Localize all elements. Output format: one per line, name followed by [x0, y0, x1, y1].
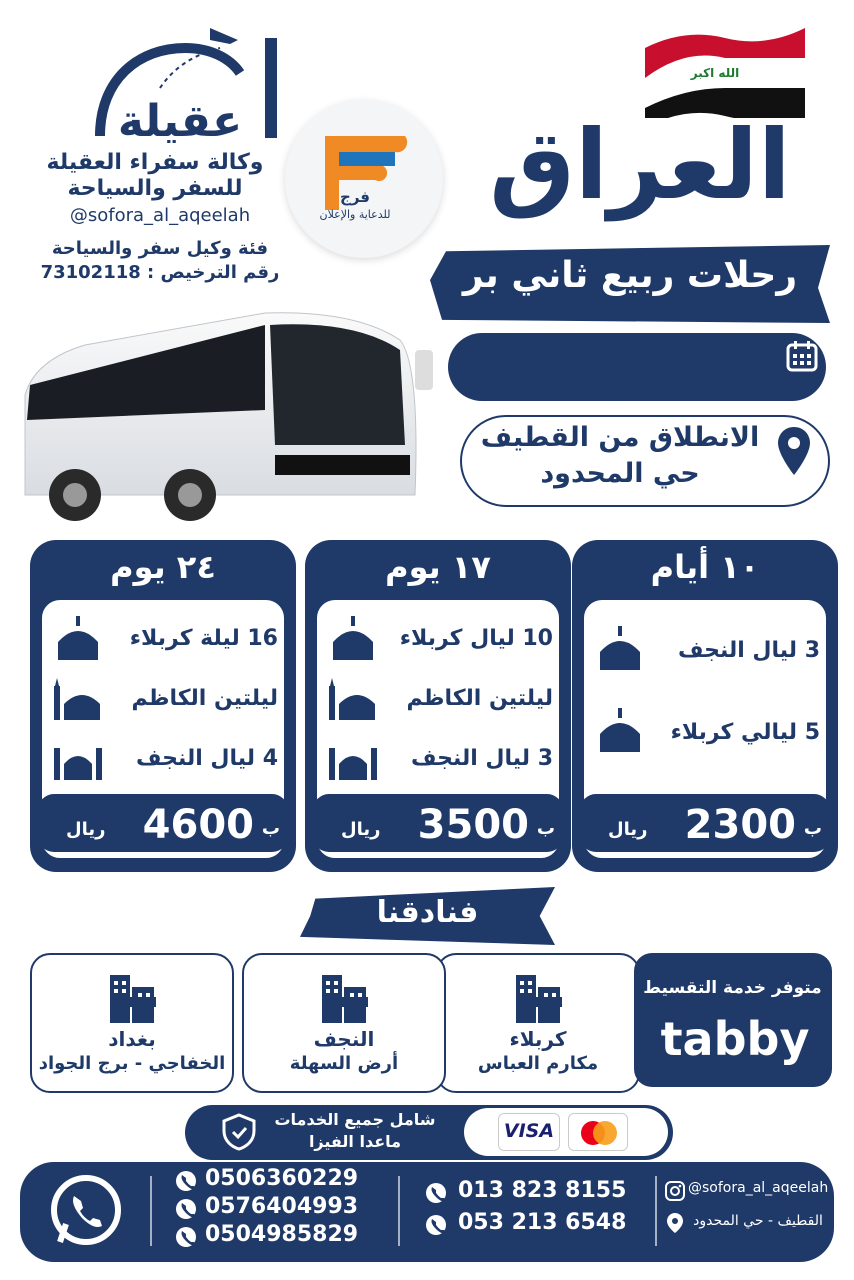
card-title: ١٧ يوم: [385, 548, 491, 586]
hotel-name: الخفاجي - برج الجواد: [38, 1053, 226, 1074]
phone-number[interactable]: 013 823 8155: [458, 1178, 627, 1203]
location-line1: الانطلاق من القطيف: [480, 422, 760, 453]
phone-icon: [175, 1198, 197, 1220]
mosque-icon: [327, 612, 379, 664]
agency-logo: [60, 18, 300, 143]
visa-label: VISA: [503, 1120, 555, 1142]
price-value: 3500: [417, 802, 529, 848]
services-line1: شامل جميع الخدمات: [274, 1110, 436, 1129]
location-pin-icon: [664, 1212, 686, 1234]
phone-number[interactable]: 0576404993: [205, 1194, 359, 1219]
hotel-building-icon: [508, 967, 568, 1027]
price-currency: ريال: [66, 819, 106, 840]
phone-number[interactable]: 0504985829: [205, 1222, 359, 1247]
shield-icon: [222, 1113, 256, 1151]
phone-number[interactable]: 053 213 6548: [458, 1210, 627, 1235]
agency-name-line1: وكالة سفراء العقيلة: [46, 150, 264, 175]
price-prefix: ب: [261, 818, 280, 839]
subtitle: رحلات ربيع ثاني بر: [462, 255, 798, 296]
package-card-24-days[interactable]: [30, 540, 296, 872]
mosque-two-minarets-icon: [327, 732, 379, 784]
mosque-two-minarets-icon: [52, 732, 104, 784]
agency-name-line2: للسفر والسياحة: [67, 176, 243, 201]
hotel-city: النجف: [313, 1027, 375, 1051]
card-title: ١٠ أيام: [650, 548, 760, 586]
package-card-10-days[interactable]: [572, 540, 838, 872]
hotel-city: بغداد: [108, 1027, 156, 1051]
tabby-logo: tabby: [660, 1012, 810, 1066]
card-line: 3 ليال النجف: [677, 638, 820, 663]
hotel-card-najaf[interactable]: [242, 953, 446, 1093]
phone-icon: [175, 1226, 197, 1248]
hotel-card-karbala[interactable]: [436, 953, 640, 1093]
hotel-name: مكارم العباس: [477, 1053, 599, 1074]
calendar-icon: [786, 340, 818, 372]
price-currency: ريال: [341, 819, 381, 840]
phone-icon: [425, 1182, 447, 1204]
agency-name: [30, 150, 280, 202]
card-line: 4 ليال النجف: [135, 746, 278, 771]
schedule-text: الذهاب كل خميس والعوده السبت: [482, 353, 764, 403]
payment-cards-box: [464, 1108, 668, 1156]
card-line: ليلتين الكاظم: [131, 686, 278, 711]
installment-title: متوفر خدمة التقسيط: [643, 978, 822, 998]
agency-license: رقم الترخيص : 73102118: [40, 262, 280, 283]
services-line2: ماعدا الفيزا: [308, 1132, 402, 1151]
flag-text: الله اكبر: [690, 66, 740, 80]
farah-name: فرج: [340, 188, 370, 206]
price-prefix: ب: [803, 818, 822, 839]
footer-bar: [20, 1162, 834, 1262]
footer-divider: [655, 1176, 657, 1246]
package-card-17-days[interactable]: [305, 540, 571, 872]
farah-f-icon: [285, 100, 443, 258]
footer-instagram-handle[interactable]: @sofora_al_aqeelah: [688, 1180, 829, 1196]
mosque-minaret-icon: [52, 672, 104, 724]
footer-divider: [150, 1176, 152, 1246]
farah-tagline: للدعاية والإعلان: [319, 208, 391, 221]
hotel-city: كربلاء: [509, 1027, 567, 1051]
phone-number[interactable]: 0506360229: [205, 1166, 359, 1191]
agency-category: فئة وكيل سفر والسياحة: [51, 238, 269, 259]
price-value: 2300: [684, 802, 796, 848]
farah-logo: [285, 100, 443, 258]
card-line: 3 ليال النجف: [410, 746, 553, 771]
footer-divider: [398, 1176, 400, 1246]
price-prefix: ب: [536, 818, 555, 839]
hotel-building-icon: [102, 967, 162, 1027]
svg-text:عقيلة: عقيلة: [117, 96, 243, 143]
mosque-minaret-icon: [327, 672, 379, 724]
whatsapp-icon[interactable]: [48, 1172, 124, 1248]
phone-icon: [175, 1170, 197, 1192]
page-title: العراق: [489, 109, 791, 221]
mosque-icon: [594, 704, 646, 756]
phone-icon: [425, 1214, 447, 1236]
card-title: ٢٤ يوم: [110, 548, 216, 586]
card-line: 5 ليالي كربلاء: [670, 720, 820, 745]
hotel-building-icon: [314, 967, 374, 1027]
agency-handle: @sofora_al_aqeelah: [69, 205, 251, 226]
card-line: 16 ليلة كربلاء: [129, 626, 278, 651]
mastercard-icon: [568, 1113, 628, 1151]
hotels-title: فنادقنا: [376, 895, 479, 930]
card-line: ليلتين الكاظم: [406, 686, 553, 711]
bus-image: [15, 305, 440, 530]
location-line2: حي المحدود: [540, 458, 700, 489]
location-pin-icon: [776, 425, 812, 477]
hotel-card-baghdad[interactable]: [30, 953, 234, 1093]
price-value: 4600: [142, 802, 254, 848]
mosque-icon: [594, 622, 646, 674]
price-currency: ريال: [608, 819, 648, 840]
mastercard-circles-icon: [569, 1114, 629, 1152]
hotel-name: أرض السهلة: [289, 1053, 399, 1074]
card-line: 10 ليال كربلاء: [399, 626, 553, 651]
mosque-icon: [52, 612, 104, 664]
instagram-icon: [664, 1180, 686, 1202]
footer-address: القطيف - حي المحدود: [693, 1213, 823, 1229]
